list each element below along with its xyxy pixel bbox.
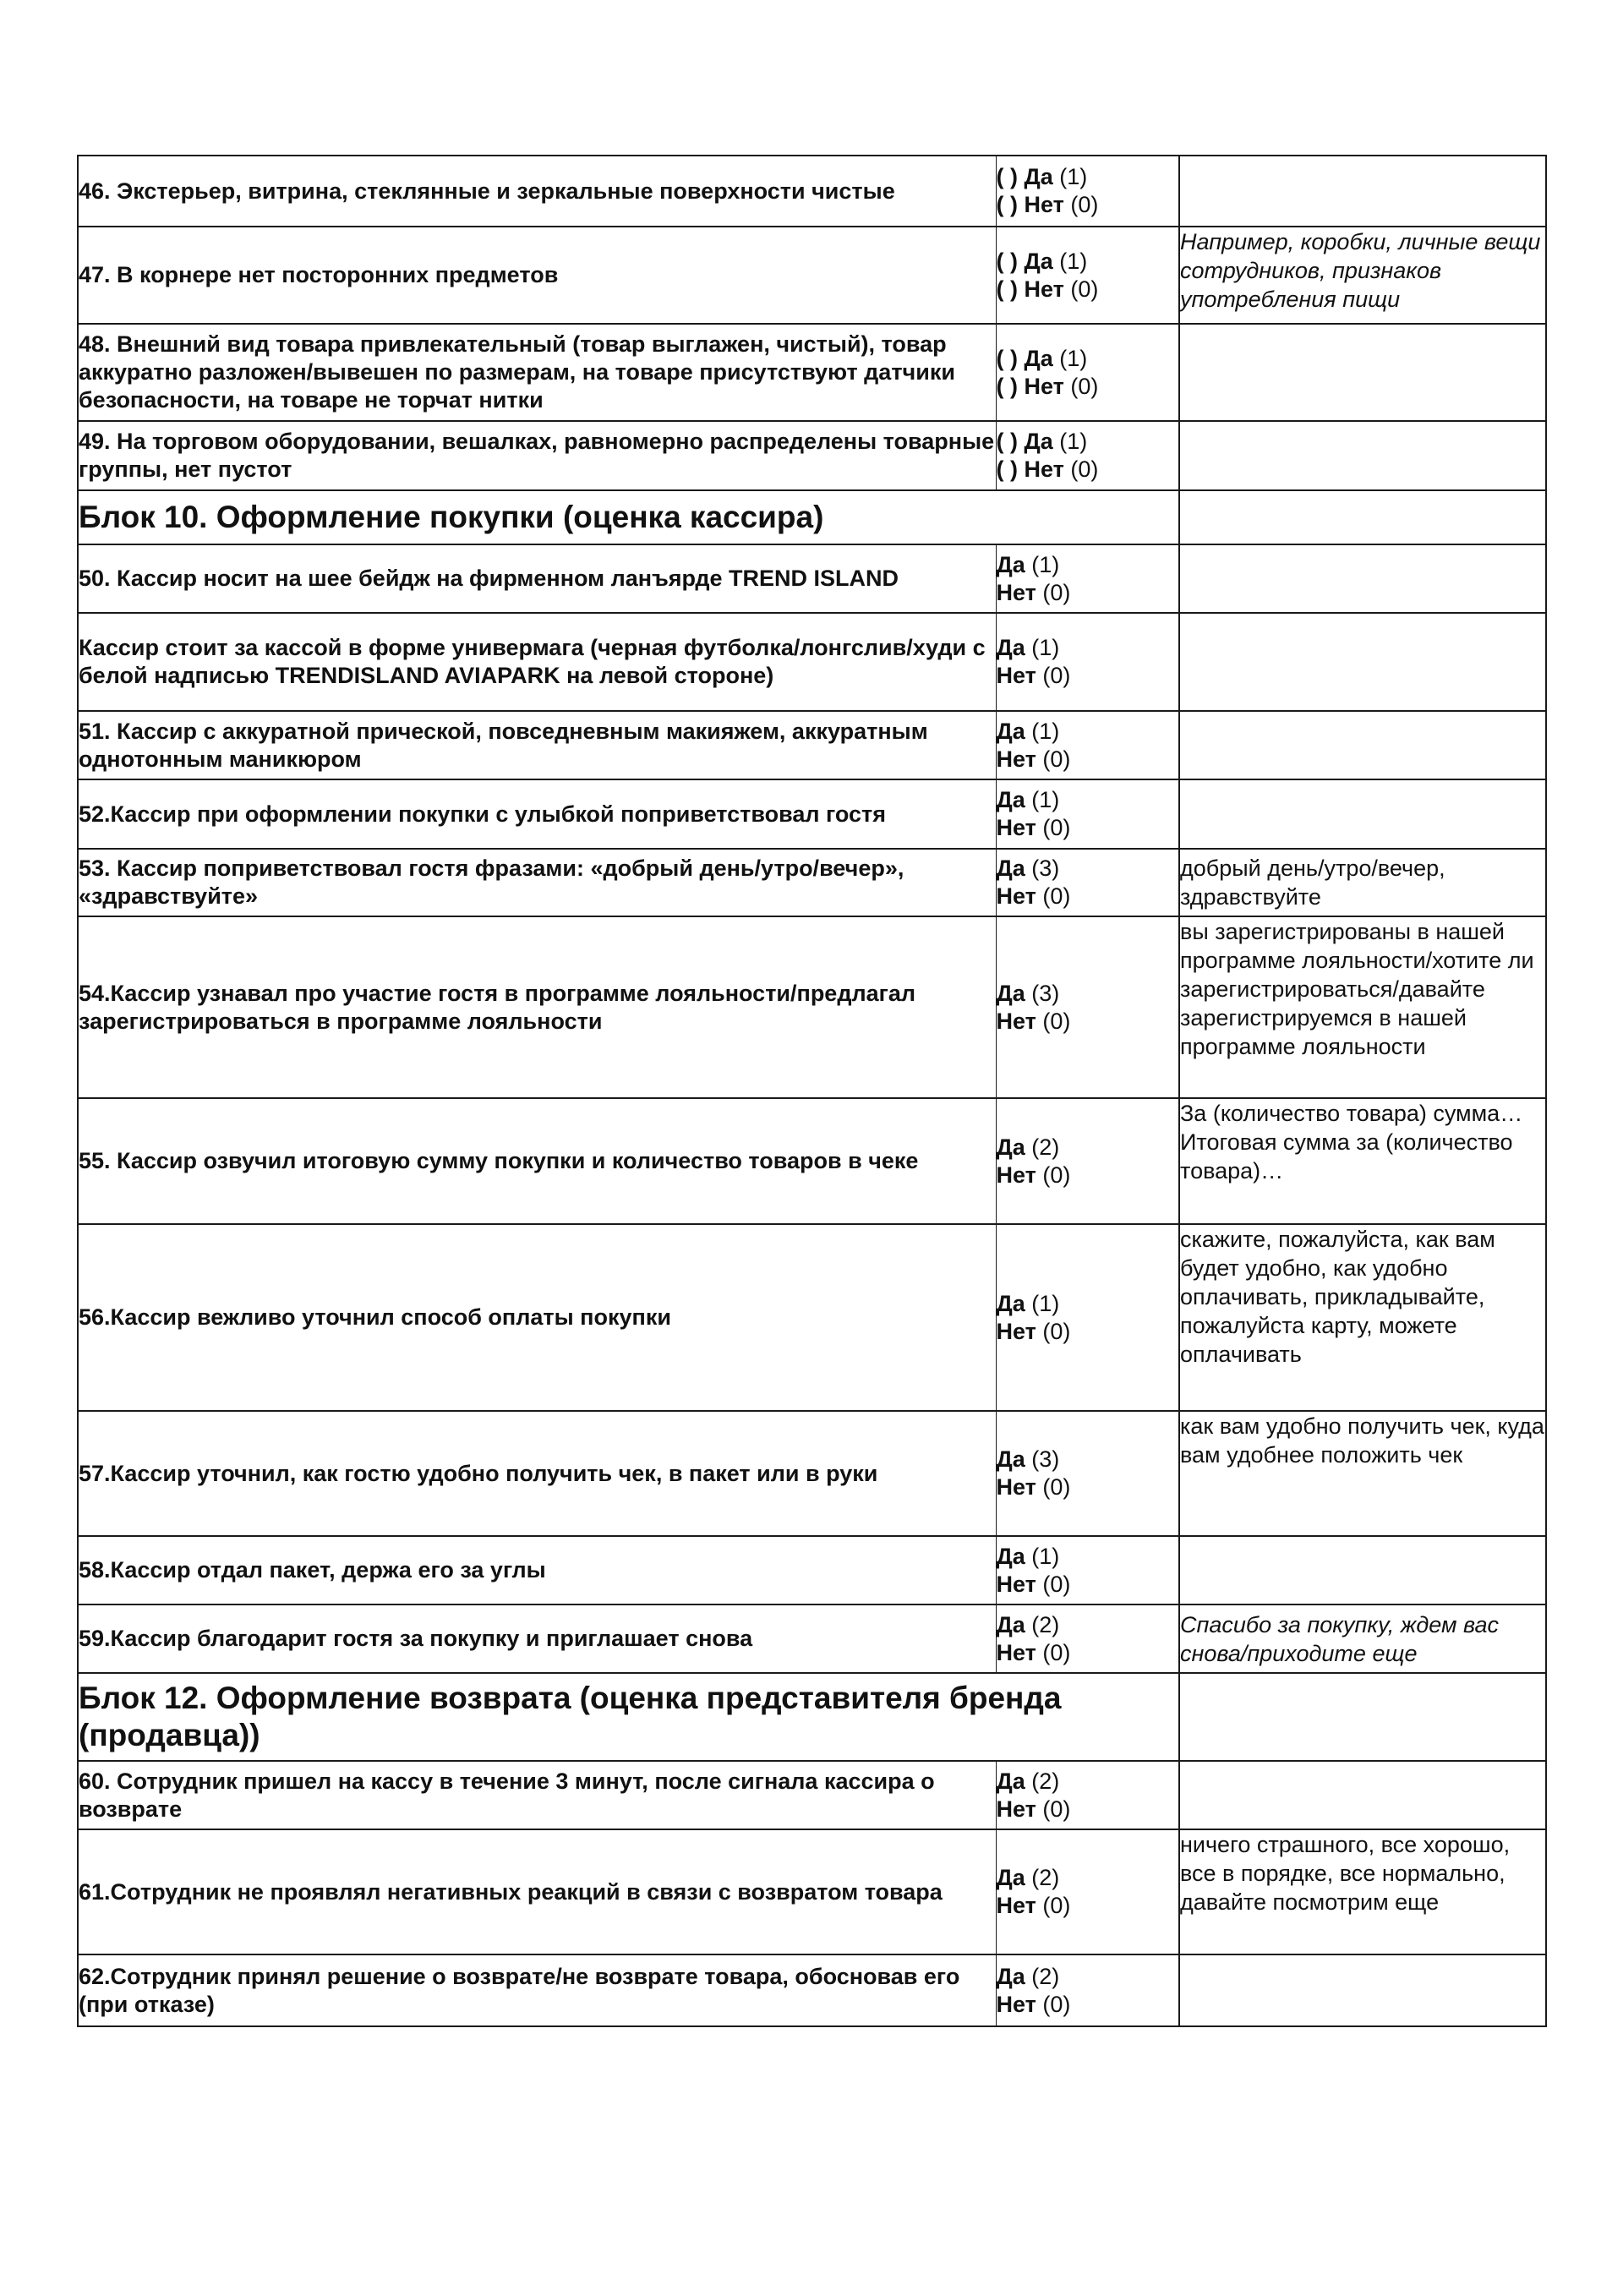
example-phrases [1179,324,1546,421]
option-no[interactable] [997,883,1179,910]
example-phrases [1179,711,1546,779]
option-score: (0) [1042,663,1071,688]
option-checkbox[interactable]: ( ) [996,373,1018,399]
option-no[interactable] [997,1473,1179,1501]
answer-options [996,156,1179,227]
option-score: (3) [1031,856,1060,881]
option-no[interactable] [997,191,1179,219]
answer-options [996,779,1179,849]
example-phrases [1179,544,1546,613]
answer-options [996,1224,1179,1411]
question-text: 52.Кассир при оформлении покупки с улыбкой поприветствовал гостя [78,779,996,849]
example-phrases [1179,613,1546,711]
question-text: 59.Кассир благодарит гостя за покупку и приглашает снова [78,1604,996,1673]
option-score: (0) [1070,192,1099,217]
option-checkbox[interactable]: ( ) [996,164,1018,189]
option-label: Да [996,787,1025,812]
option-yes[interactable] [997,1543,1179,1571]
option-yes[interactable] [997,1446,1179,1473]
checklist-row [78,1224,1546,1411]
question-text: 55. Кассир озвучил итоговую сумму покупки и количество товаров в чеке [78,1098,996,1224]
option-no[interactable] [997,1639,1179,1667]
option-label: Нет [996,663,1036,688]
answer-options [996,1411,1179,1536]
option-score: (0) [1042,1991,1071,2017]
answer-options [996,1536,1179,1604]
option-checkbox[interactable]: ( ) [996,456,1018,482]
option-score: (3) [1031,1446,1060,1472]
checklist-body [78,156,1546,2026]
checklist-row [78,613,1546,711]
option-no[interactable] [997,1162,1179,1189]
answer-options [996,1761,1179,1829]
answer-options [996,849,1179,916]
checklist-row [78,421,1546,490]
example-phrases: За (количество товара) сумма… Итоговая сумма за (количество товара)… [1179,1098,1546,1224]
option-label: Нет [996,746,1036,772]
option-score: (0) [1042,1162,1071,1188]
checklist-row [78,1954,1546,2026]
option-label: Нет [996,815,1036,840]
option-label: Нет [996,1796,1036,1822]
option-label: Да [1024,429,1053,454]
option-score: (2) [1031,1134,1060,1160]
checklist-row [78,544,1546,613]
question-text: 47. В корнере нет посторонних предметов [78,227,996,324]
option-label: Да [996,1543,1025,1569]
option-score: (0) [1070,276,1099,302]
question-text: 48. Внешний вид товара привлекательный (товар выглажен, чистый), товар аккуратно разложен/вывешен по размерам, на товаре присутствуют датчики безопасности, на товаре не торчат нитки [78,324,996,421]
checklist-table [77,155,1547,2027]
option-score: (0) [1042,1796,1071,1822]
option-yes[interactable] [997,1768,1179,1796]
option-yes[interactable] [997,855,1179,883]
option-label: Да [1024,248,1053,274]
checklist-row [78,1098,1546,1224]
option-label: Да [1024,345,1053,371]
option-score: (2) [1031,1768,1060,1794]
option-score: (0) [1070,373,1099,399]
answer-options [996,1829,1179,1954]
option-yes[interactable] [997,1134,1179,1162]
option-yes[interactable] [997,163,1179,191]
option-score: (1) [1031,635,1060,660]
option-label: Нет [1024,192,1064,217]
option-no[interactable] [997,814,1179,842]
option-label: Да [996,551,1025,577]
option-no[interactable] [997,1008,1179,1036]
option-label: Да [996,718,1025,744]
example-phrases: скажите, пожалуйста, как вам будет удобно, как удобно оплачивать, прикладывайте, пожалуйста карту, можете оплачивать [1179,1224,1546,1411]
example-phrases [1179,779,1546,849]
checklist-row [78,1411,1546,1536]
option-score: (1) [1031,1290,1060,1316]
option-yes[interactable] [997,345,1179,373]
checklist-row [78,849,1546,916]
question-text: 58.Кассир отдал пакет, держа его за углы [78,1536,996,1604]
option-no[interactable] [997,1892,1179,1920]
option-checkbox[interactable]: ( ) [996,345,1018,371]
option-yes[interactable] [997,786,1179,814]
checklist-row [78,1536,1546,1604]
option-score: (0) [1070,456,1099,482]
option-score: (1) [1031,787,1060,812]
option-label: Нет [1024,276,1064,302]
question-text: 57.Кассир уточнил, как гостю удобно получить чек, в пакет или в руки [78,1411,996,1536]
option-yes[interactable] [997,980,1179,1008]
question-text: 50. Кассир носит на шее бейдж на фирменном ланъярде TREND ISLAND [78,544,996,613]
option-label: Да [996,1290,1025,1316]
option-label: Да [996,980,1025,1006]
checklist-row [78,916,1546,1098]
option-label: Да [996,1134,1025,1160]
block-title: Блок 10. Оформление покупки (оценка кассира) [78,490,1179,544]
checklist-row [78,227,1546,324]
option-label: Нет [996,579,1036,605]
block-title: Блок 12. Оформление возврата (оценка представителя бренда (продавца)) [78,1673,1179,1761]
option-label: Да [996,1446,1025,1472]
option-label: Нет [1024,373,1064,399]
question-text: 46. Экстерьер, витрина, стеклянные и зеркальные поверхности чистые [78,156,996,227]
option-yes[interactable] [997,428,1179,456]
checklist-row [78,324,1546,421]
option-no[interactable] [997,373,1179,401]
option-yes[interactable] [997,1611,1179,1639]
question-text: 49. На торговом оборудовании, вешалках, равномерно распределены товарные группы, нет пустот [78,421,996,490]
option-no[interactable] [997,1991,1179,2019]
example-phrases: Спасибо за покупку, ждем вас снова/приходите еще [1179,1604,1546,1673]
checklist-row [78,156,1546,227]
block-empty-cell [1179,490,1546,544]
option-yes[interactable] [997,1290,1179,1318]
checklist-row [78,779,1546,849]
answer-options [996,916,1179,1098]
option-no[interactable] [997,1318,1179,1346]
option-label: Да [996,1963,1025,1989]
answer-options [996,711,1179,779]
option-score: (1) [1059,345,1088,371]
option-label: Нет [996,1893,1036,1918]
option-label: Нет [1024,456,1064,482]
option-score: (0) [1042,1639,1071,1665]
option-score: (0) [1042,1318,1071,1344]
option-label: Да [996,1611,1025,1637]
option-no[interactable] [997,579,1179,607]
option-score: (0) [1042,1474,1071,1500]
answer-options [996,1098,1179,1224]
option-label: Да [996,635,1025,660]
checklist-row [78,1604,1546,1673]
answer-options [996,227,1179,324]
question-text: 56.Кассир вежливо уточнил способ оплаты покупки [78,1224,996,1411]
option-yes[interactable] [997,551,1179,579]
option-label: Нет [996,1162,1036,1188]
option-yes[interactable] [997,718,1179,746]
example-phrases: добрый день/утро/вечер, здравствуйте [1179,849,1546,916]
option-yes[interactable] [997,1963,1179,1991]
question-text: 60. Сотрудник пришел на кассу в течение 3 минут, после сигнала кассира о возврате [78,1761,996,1829]
option-score: (0) [1042,883,1071,909]
option-label: Да [996,856,1025,881]
option-checkbox[interactable]: ( ) [996,429,1018,454]
option-yes[interactable] [997,248,1179,276]
checklist-row [78,1761,1546,1829]
option-no[interactable] [997,1571,1179,1599]
example-phrases: Например, коробки, личные вещи сотрудников, признаков употребления пищи [1179,227,1546,324]
option-checkbox[interactable]: ( ) [996,192,1018,217]
option-score: (0) [1042,1571,1071,1597]
question-text: 62.Сотрудник принял решение о возврате/не возврате товара, обосновав его (при отказе) [78,1954,996,2026]
option-score: (2) [1031,1963,1060,1989]
option-checkbox[interactable]: ( ) [996,248,1018,274]
question-text: 61.Сотрудник не проявлял негативных реакций в связи с возвратом товара [78,1829,996,1954]
option-label: Нет [996,1991,1036,2017]
option-yes[interactable] [997,1864,1179,1892]
question-text: 54.Кассир узнавал про участие гостя в программе лояльности/предлагал зарегистрироваться в программе лояльности [78,916,996,1098]
option-score: (3) [1031,980,1060,1006]
answer-options [996,421,1179,490]
option-label: Нет [996,1008,1036,1034]
option-label: Нет [996,883,1036,909]
option-score: (0) [1042,579,1071,605]
option-no[interactable] [997,662,1179,690]
option-score: (2) [1031,1865,1060,1890]
option-score: (0) [1042,746,1071,772]
option-label: Нет [996,1571,1036,1597]
example-phrases [1179,156,1546,227]
option-no[interactable] [997,746,1179,774]
answer-options [996,1604,1179,1673]
answer-options [996,613,1179,711]
example-phrases [1179,1761,1546,1829]
option-score: (1) [1059,429,1088,454]
answer-options [996,1954,1179,2026]
question-text: 53. Кассир поприветствовал гостя фразами: «добрый день/утро/вечер», «здравствуйте» [78,849,996,916]
checklist-row [78,1829,1546,1954]
option-label: Нет [996,1639,1036,1665]
option-no[interactable] [997,456,1179,484]
example-phrases: как вам удобно получить чек, куда вам удобнее положить чек [1179,1411,1546,1536]
option-label: Нет [996,1474,1036,1500]
option-score: (1) [1031,551,1060,577]
block-empty-cell [1179,1673,1546,1761]
option-score: (1) [1059,164,1088,189]
example-phrases [1179,1954,1546,2026]
option-label: Да [996,1865,1025,1890]
option-no[interactable] [997,1796,1179,1823]
option-yes[interactable] [997,634,1179,662]
option-label: Да [996,1768,1025,1794]
option-score: (2) [1031,1611,1060,1637]
option-score: (1) [1031,1543,1060,1569]
option-score: (0) [1042,1008,1071,1034]
block-header-row [78,1673,1546,1761]
question-text: 51. Кассир с аккуратной прической, повседневным макияжем, аккуратным однотонным маникюром [78,711,996,779]
option-label: Да [1024,164,1053,189]
block-header-row [78,490,1546,544]
example-phrases [1179,1536,1546,1604]
answer-options [996,544,1179,613]
checklist-row [78,711,1546,779]
option-score: (1) [1031,718,1060,744]
example-phrases: ничего страшного, все хорошо, все в порядке, все нормально, давайте посмотрим еще [1179,1829,1546,1954]
option-label: Нет [996,1318,1036,1344]
option-score: (0) [1042,1893,1071,1918]
example-phrases: вы зарегистрированы в нашей программе лояльности/хотите ли зарегистрироваться/давайте зарегистрируемся в нашей программе лояльности [1179,916,1546,1098]
example-phrases [1179,421,1546,490]
option-checkbox[interactable]: ( ) [996,276,1018,302]
option-no[interactable] [997,276,1179,303]
option-score: (1) [1059,248,1088,274]
question-text: Кассир стоит за кассой в форме универмага (черная футболка/лонгслив/худи с белой надписью TRENDISLAND AVIAPARK на левой стороне) [78,613,996,711]
answer-options [996,324,1179,421]
option-score: (0) [1042,815,1071,840]
